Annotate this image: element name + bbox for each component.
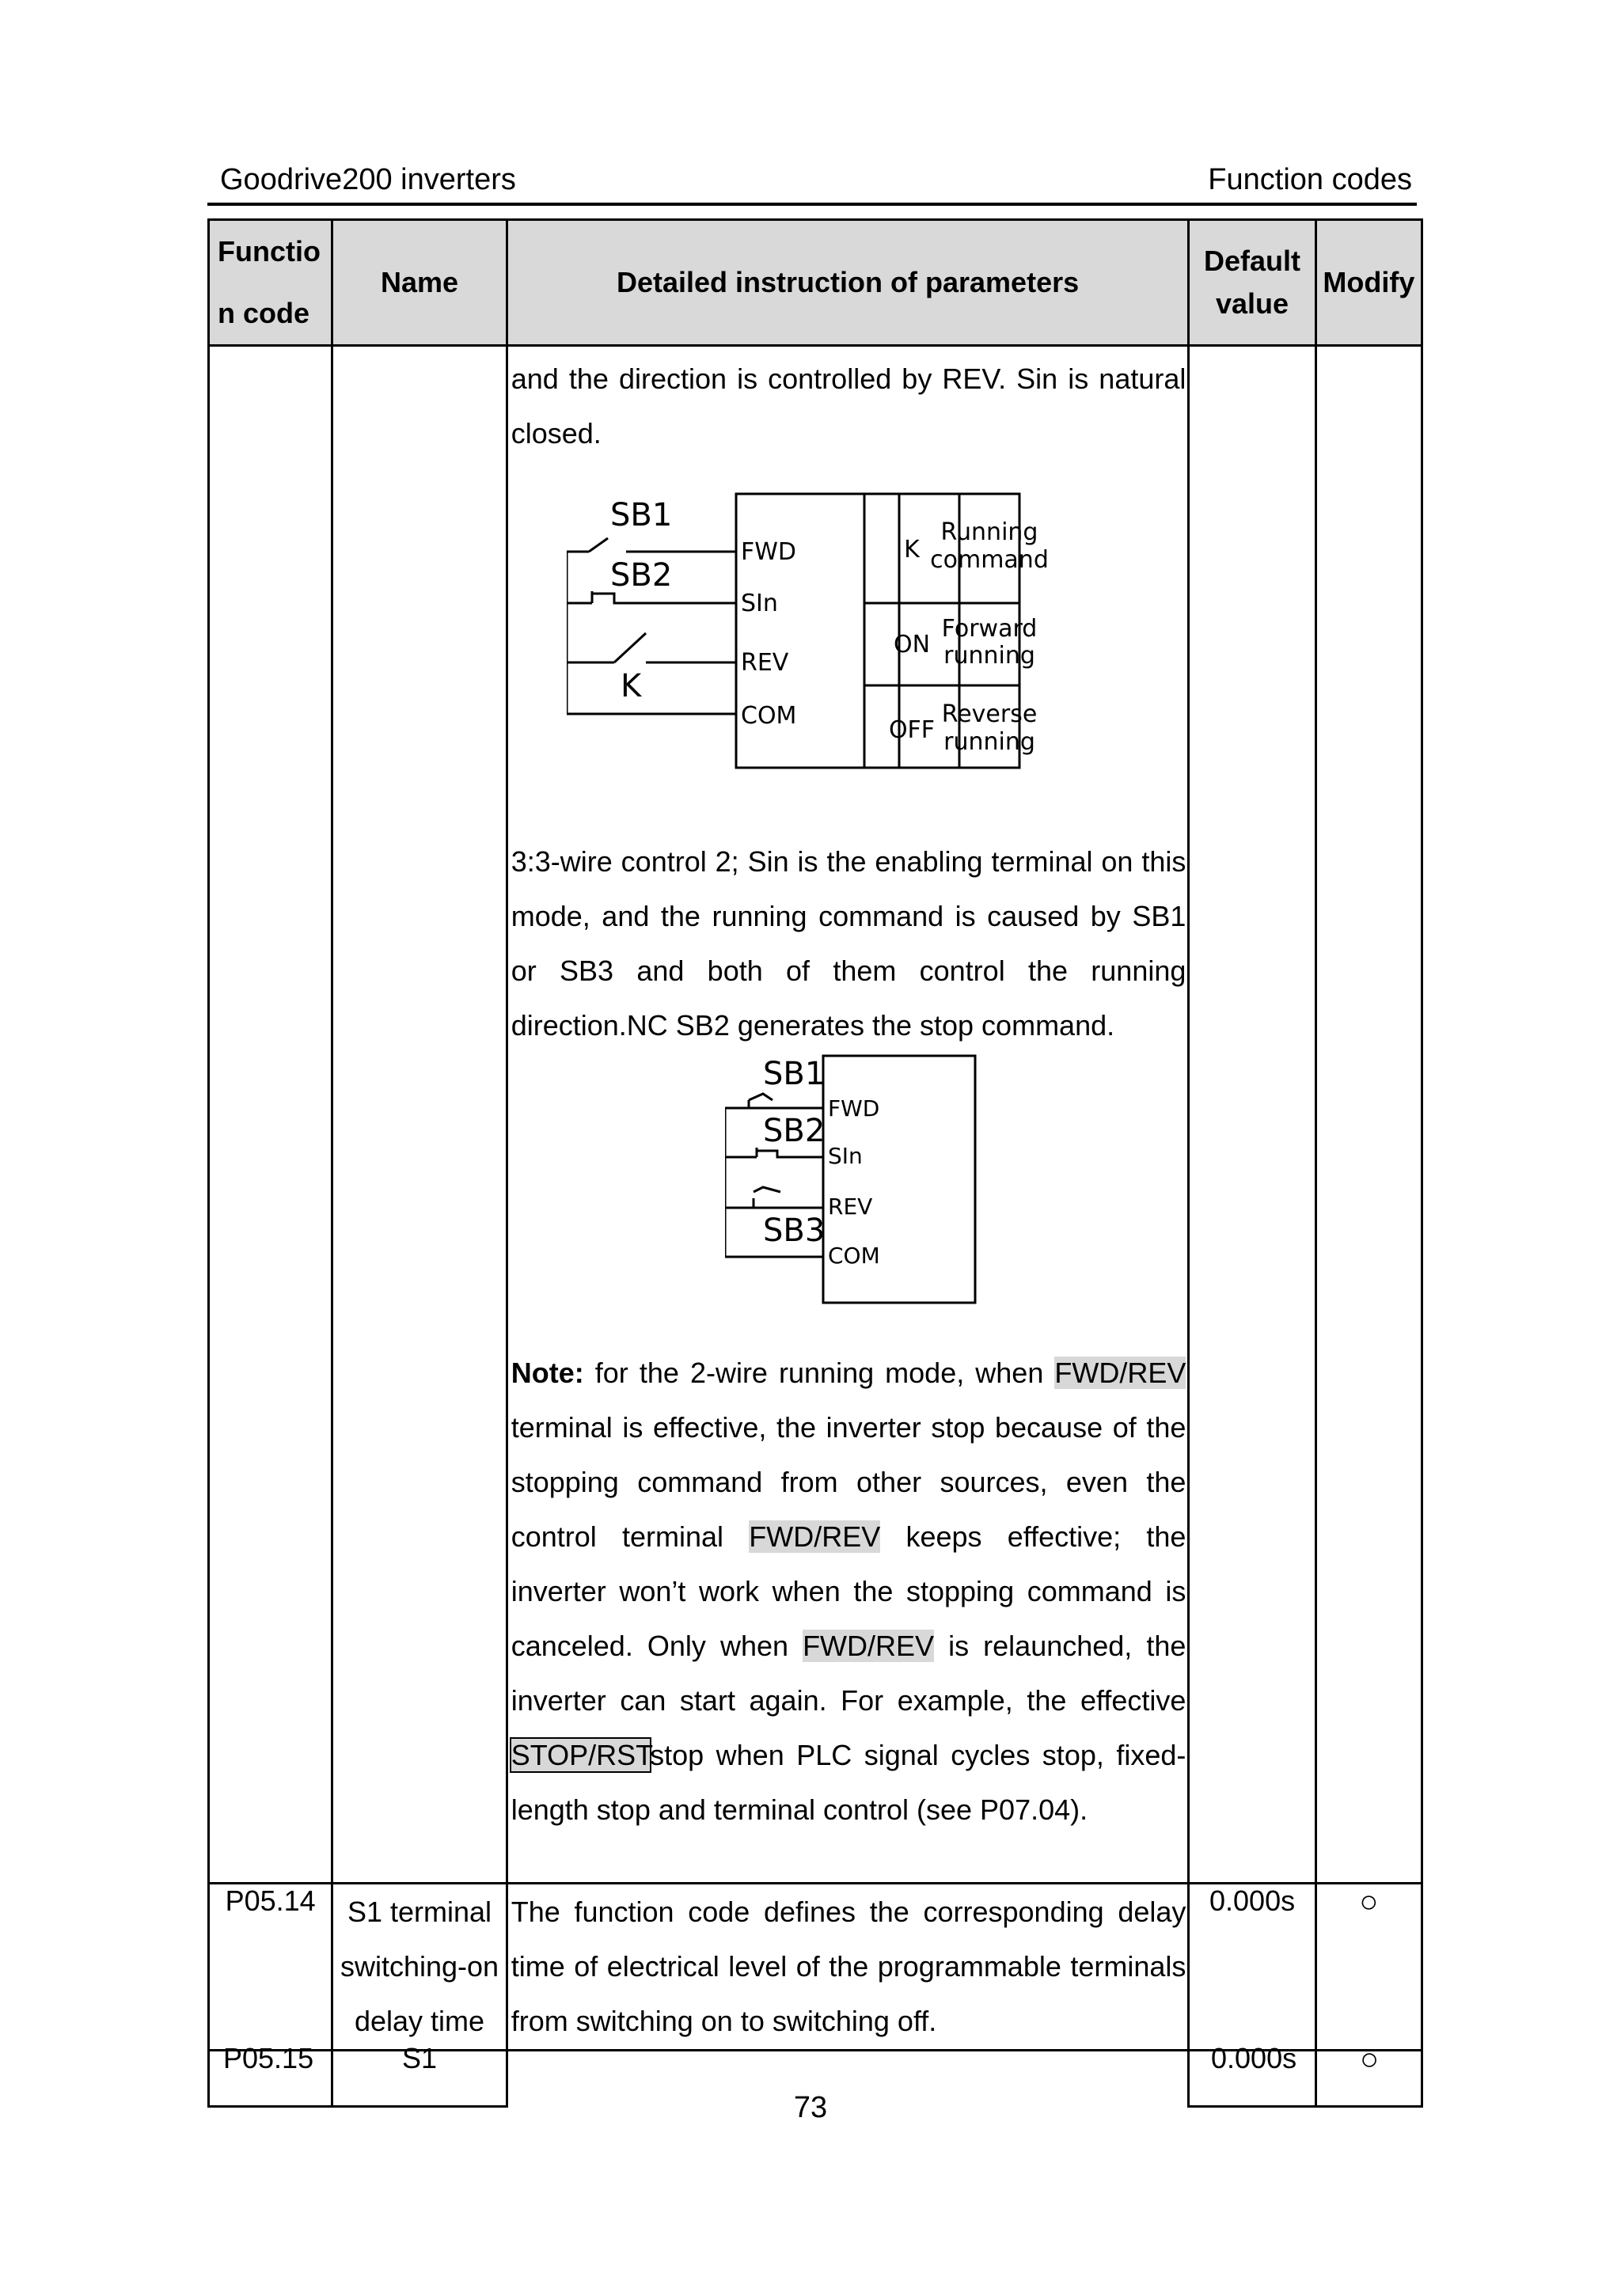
cut-row-name: S1 (402, 2042, 438, 2074)
fig1-com-label: COM (740, 702, 797, 730)
fig2-sin-label: SIn (827, 1143, 863, 1169)
fig2-sb1-label: SB1 (762, 1056, 825, 1092)
cut-row-modify: ○ (1360, 2042, 1380, 2077)
col-header-detail: Detailed instruction of parameters (507, 220, 1189, 346)
col-header-default: Default value (1189, 220, 1315, 346)
row-detail: The function code defines the corresponding delay time of electrical level of the programmable terminals from switching on to switching off. (507, 1884, 1189, 2051)
col-header-name: Name (332, 220, 507, 346)
header-left: Goodrive200 inverters (220, 163, 516, 196)
row-modify-symbol: ○ (1315, 1884, 1422, 2051)
fig1-table-off: OFF (888, 716, 935, 744)
fig1-table-command: command (929, 546, 1049, 574)
header-right: Function codes (1208, 163, 1412, 196)
table-row (209, 1884, 1422, 2051)
col-header-code: Functio n code (209, 220, 332, 346)
highlight-stop-rst: STOP/RST (511, 1739, 651, 1771)
page-number: 73 (793, 2091, 828, 2124)
cell-name-empty (332, 346, 507, 1884)
fig1-rev-label: REV (740, 649, 789, 677)
fig2-sb2-label: SB2 (762, 1113, 825, 1149)
parameter-table (207, 218, 1423, 2108)
cell-modify-empty (1315, 346, 1422, 1884)
cut-row-default: 0.000s (1211, 2042, 1297, 2074)
two-wire-diagram (567, 492, 1137, 777)
fig2-rev-label: REV (827, 1194, 873, 1220)
fig1-table-k: K (903, 536, 920, 564)
fig2-sb3-label: SB3 (762, 1213, 825, 1249)
row-code: P05.14 (209, 1884, 332, 2051)
intro-text: and the direction is controlled by REV. Sin is natural closed. (511, 362, 1186, 450)
header-rule (207, 203, 1417, 206)
cell-detail-continued (507, 346, 1189, 1884)
cut-row-code: P05.15 (223, 2042, 314, 2074)
table-row-continued (209, 346, 1422, 1884)
row-default: 0.000s (1189, 1884, 1315, 2051)
note-paragraph: Note: for the 2-wire running mode, when FWD/REV terminal is effective, the inverter stop because of the stopping command from other sources, even the control terminal FWD/REV keeps effective; the inverter won’t work when the stopping command is canceled. Only when FWD/REV is relaunched, the inverter can start again. For example, the effective STOP/RSTstop when PLC signal cycles stop, fixed-length stop and terminal control (see P07.04). (511, 1357, 1186, 1826)
cell-code-empty (209, 346, 332, 1884)
fig1-k-label: K (620, 668, 641, 704)
fig1-table-forward-running: running (943, 642, 1035, 670)
fig1-sb1-label: SB1 (609, 497, 672, 533)
highlight-fwd-rev-1: FWD/REV (1054, 1357, 1186, 1389)
fig1-fwd-label: FWD (740, 538, 796, 566)
table-header-row (209, 220, 1422, 346)
highlight-fwd-rev-2: FWD/REV (749, 1520, 881, 1553)
cell-default-empty (1189, 346, 1315, 1884)
fig1-table-running: Running (940, 518, 1038, 546)
col-header-modify: Modify (1315, 220, 1422, 346)
fig2-com-label: COM (827, 1243, 880, 1269)
fig1-sin-label: SIn (740, 590, 778, 617)
mode3-text: 3:3-wire control 2; Sin is the enabling terminal on this mode, and the running command is caused by SB1 or SB3 and both of them control the running direction.NC SB2 generates the stop command. (511, 845, 1186, 1042)
fig1-table-on: ON (893, 631, 930, 658)
note-label: Note: (511, 1357, 584, 1389)
fig2-fwd-label: FWD (827, 1095, 880, 1121)
three-wire-diagram (725, 1053, 978, 1306)
fig1-table-reverse: Reverse (941, 700, 1038, 728)
fig1-table-forward: Forward (941, 615, 1038, 643)
fig1-sb2-label: SB2 (609, 557, 672, 594)
row-name: S1 terminal switching-on delay time (332, 1884, 507, 2051)
fig1-table-reverse-running: running (943, 728, 1035, 756)
highlight-fwd-rev-3: FWD/REV (803, 1630, 935, 1662)
